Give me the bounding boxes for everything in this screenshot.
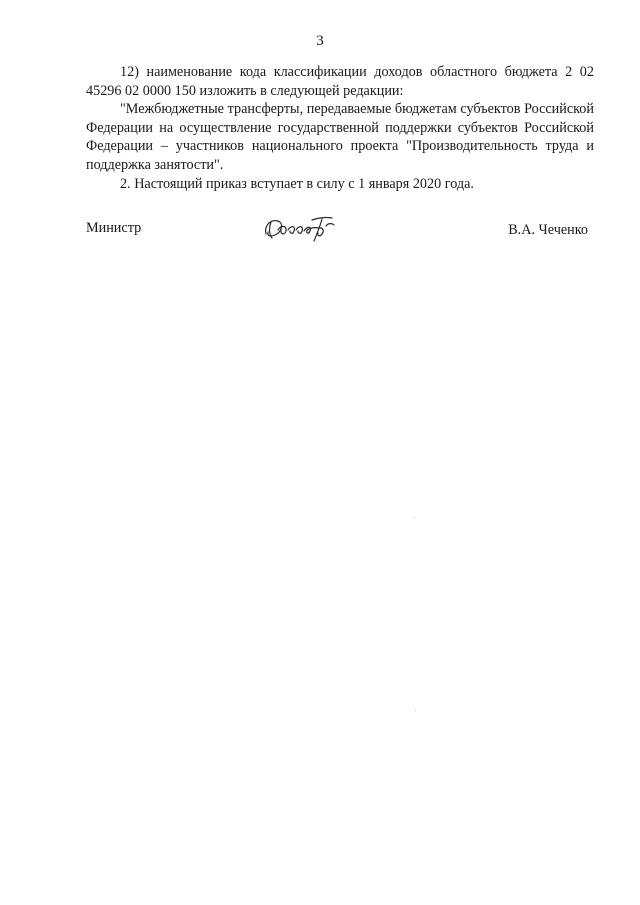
signature-block [86, 214, 594, 244]
paragraph-effective-date: 2. Настоящий приказ вступает в силу с 1 января 2020 года. [120, 175, 474, 192]
signatory-title: Министр [86, 220, 142, 236]
paragraph-transfer-name: "Межбюджетные трансферты, передаваемые бюджетам субъектов Российской Федерации на осуществление государственной поддержки субъектов Российской Федерации – участников национального проекта "Производительность труда и поддержка занятости". [86, 101, 594, 173]
page-number: 3 [316, 33, 324, 49]
handwritten-signature [262, 214, 344, 244]
signatory-name: В.А. Чеченко [508, 222, 588, 238]
paragraph-classification-code: 12) наименование кода классификации доходов областного бюджета 2 02 45296 02 0000 150 изложить в следующей редакции: [86, 64, 594, 99]
scan-speck [415, 710, 416, 711]
scan-speck [414, 517, 415, 518]
document-body [86, 63, 594, 193]
